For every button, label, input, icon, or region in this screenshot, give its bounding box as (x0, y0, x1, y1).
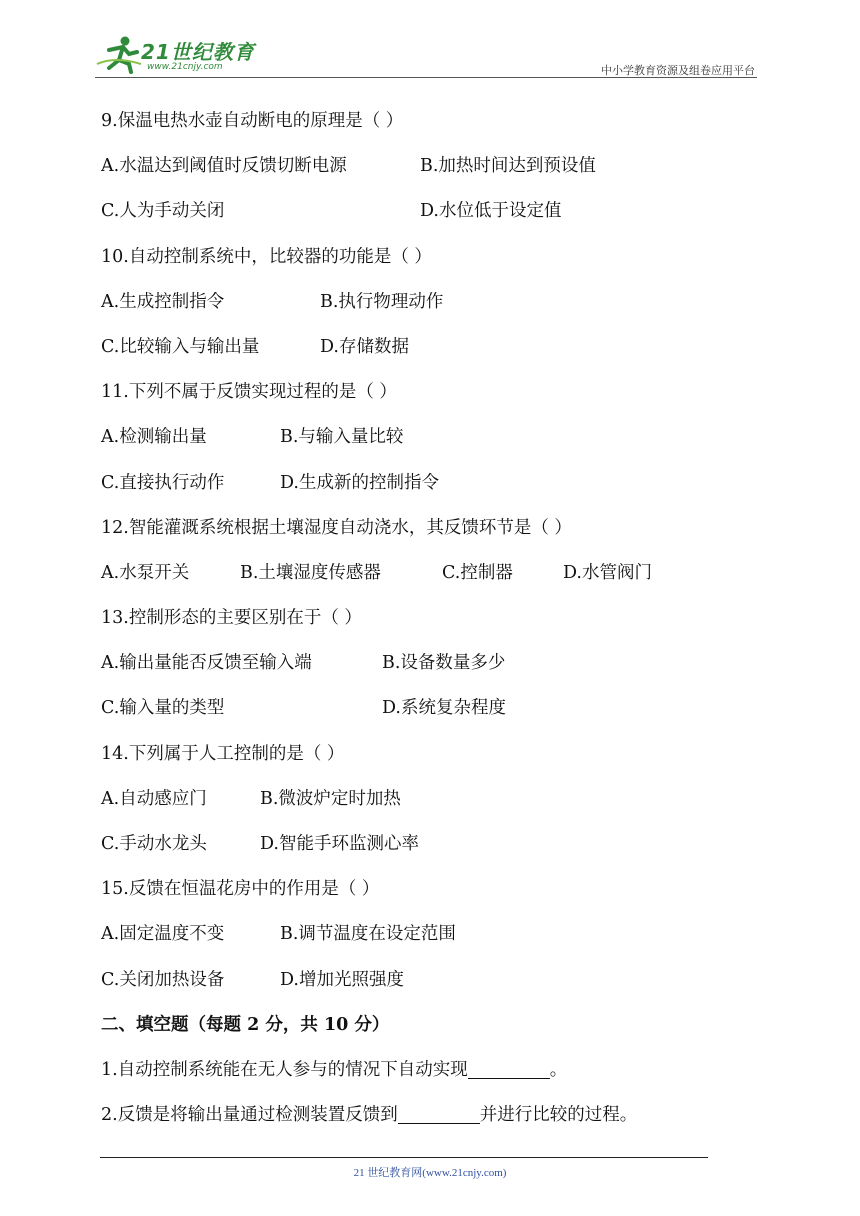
option-d: D.水管阀门 (563, 562, 652, 583)
option-b: B.土壤湿度传感器 (240, 562, 381, 583)
page-header (95, 30, 755, 78)
option-row (101, 330, 741, 375)
footer-link[interactable]: 21 世纪教育网(www.21cnjy.com) (353, 1167, 507, 1179)
platform-title: 中小学教育资源及组卷应用平台 (601, 64, 755, 77)
option-b: B.调节温度在设定范围 (280, 924, 456, 945)
fill-blank-suffix: 并进行比较的过程。 (479, 1105, 638, 1126)
option-row (101, 556, 741, 601)
option-b: B.加热时间达到预设值 (420, 156, 596, 177)
option-row (101, 963, 741, 1008)
option-c: C.直接执行动作 (101, 472, 225, 493)
exam-content (101, 104, 741, 1143)
footer-divider (100, 1157, 708, 1158)
option-b: B.微波炉定时加热 (260, 788, 401, 809)
option-d: D.智能手环监测心率 (260, 834, 419, 854)
fill-blank-item (101, 1098, 741, 1143)
answer-blank[interactable] (468, 1056, 550, 1079)
option-d: D.增加光照强度 (280, 969, 404, 990)
option-b: B.设备数量多少 (382, 653, 506, 674)
option-row (101, 420, 741, 465)
option-row (101, 149, 741, 194)
option-d: D.水位低于设定值 (420, 201, 562, 222)
option-row (101, 917, 741, 962)
site-logo[interactable] (95, 34, 265, 74)
question-stem: 9.保温电热水壶自动断电的原理是（ ） (101, 111, 404, 131)
question-stem: 14.下列属于人工控制的是（ ） (101, 743, 345, 764)
answer-blank[interactable] (398, 1101, 480, 1124)
option-a: A.输出量能否反馈至输入端 (101, 653, 312, 674)
fill-blank-text: 1.自动控制系统能在无人参与的情况下自动实现 (101, 1059, 468, 1080)
question-stem: 13.控制形态的主要区别在于（ ） (101, 608, 362, 629)
runner-logo-icon (95, 34, 143, 74)
fill-blank-suffix: 。 (549, 1059, 568, 1080)
option-c: C.人为手动关闭 (101, 201, 225, 222)
fill-blank-item (101, 1053, 741, 1098)
option-row (101, 646, 741, 691)
option-d: D.存储数据 (320, 336, 409, 357)
header-divider (95, 77, 757, 78)
question-stem: 15.反馈在恒温花房中的作用是（ ） (101, 879, 380, 900)
question-stem: 12.智能灌溉系统根据土壤湿度自动浇水，其反馈环节是（ ） (101, 517, 572, 538)
option-a: A.自动感应门 (101, 788, 207, 809)
option-c: C.关闭加热设备 (101, 969, 225, 990)
option-a: A.生成控制指令 (101, 291, 225, 312)
option-a: A.固定温度不变 (101, 924, 225, 945)
option-row (101, 827, 741, 872)
option-c: C.控制器 (442, 562, 513, 583)
logo-text: 21世纪教育 (141, 40, 255, 64)
section-title: 二、填空题（每题 2 分，共 10 分） (101, 1014, 390, 1035)
option-d: D.生成新的控制指令 (280, 472, 439, 493)
option-a: A.水泵开关 (101, 562, 190, 583)
option-c: C.输入量的类型 (101, 698, 225, 719)
option-row (101, 691, 741, 736)
fill-blank-text: 2.反馈是将输出量通过检测装置反馈到 (101, 1105, 398, 1126)
logo-url: www.21cnjy.com (147, 62, 223, 72)
option-a: A.检测输出量 (101, 427, 207, 448)
question-stem: 11.下列不属于反馈实现过程的是（ ） (101, 382, 397, 403)
option-row (101, 782, 741, 827)
option-a: A.水温达到阈值时反馈切断电源 (101, 156, 347, 177)
option-row (101, 466, 741, 511)
option-b: B.与输入量比较 (280, 427, 404, 448)
option-row (101, 285, 741, 330)
option-c: C.比较输入与输出量 (101, 336, 260, 357)
option-b: B.执行物理动作 (320, 291, 444, 312)
option-d: D.系统复杂程度 (382, 698, 506, 719)
option-row (101, 194, 741, 239)
option-c: C.手动水龙头 (101, 834, 207, 854)
question-stem: 10.自动控制系统中，比较器的功能是（ ） (101, 246, 432, 267)
